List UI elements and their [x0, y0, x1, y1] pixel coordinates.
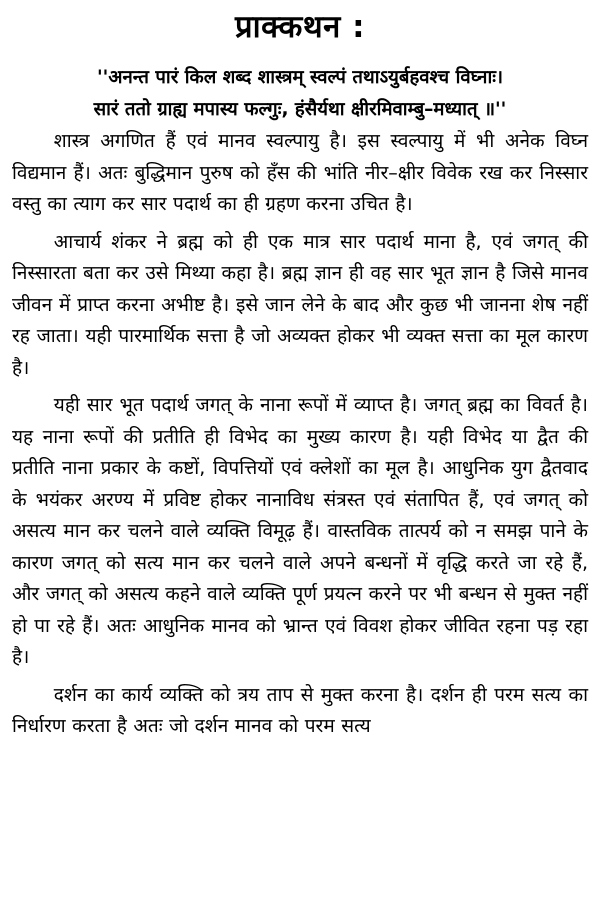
verse-line-1: ''अनन्त पारं किल शब्द शास्त्रम् स्वल्पं तथाऽयुर्बहवश्च विघ्नाः। [97, 67, 503, 88]
page-title: प्राक्कथन : [234, 9, 366, 45]
paragraph-4: दर्शन का कार्य व्यक्ति को त्रय ताप से मुक्त करना है। दर्शन ही परम सत्य का निर्धारण करता है अतः जो दर्शन मानव को परम सत्य [12, 683, 588, 737]
verse-line-2: सारं ततो ग्राह्य मपास्य फल्गुः, हंसैर्यथा क्षीरमिवाम्बु–मध्यात् ॥'' [93, 99, 507, 120]
paragraph-2: आचार्य शंकर ने ब्रह्म को ही एक मात्र सार पदार्थ माना है, एवं जगत् की निस्सारता बता कर उसे मिथ्या कहा है। ब्रह्म ज्ञान ही वह सार भूत ज्ञान है जिसे मानव जीवन में प्राप्त करना अभीष्ट है। इसे जान लेने के बाद और कुछ भी जानना शेष नहीं रह जाता। यही पारमार्थिक सत्ता है जो अव्यक्त होकर भी व्यक्त सत्ता का मूल कारण है। [12, 230, 588, 379]
sanskrit-verse [12, 62, 588, 125]
body-text [12, 126, 588, 743]
paragraph-1: शास्त्र अगणित हैं एवं मानव स्वल्पायु है। इस स्वल्पायु में भी अनेक विघ्न विद्यमान हैं। अतः बुद्धिमान पुरुष को हँस की भांति नीर–क्षीर विवेक रख कर निस्सार वस्तु का त्याग कर सार पदार्थ का ही ग्रहण करना उचित है। [12, 130, 588, 215]
paragraph-3: यही सार भूत पदार्थ जगत् के नाना रूपों में व्याप्त है। जगत् ब्रह्म का विवर्त है। यह नाना रूपों की प्रतीति ही विभेद का मुख्य कारण है। यही विभेद या द्वैत की प्रतीति नाना प्रकार के कष्टों, विपत्तियों एवं क्लेशों का मूल है। आधुनिक युग द्वैतवाद के भयंकर अरण्य में प्रविष्ट होकर नानाविध संत्रस्त एवं संतापित हैं, एवं जगत् को असत्य मान कर चलने वाले व्यक्ति विमूढ़ हैं। वास्तविक तात्पर्य को न समझ पाने के कारण जगत् को सत्य मान कर चलने वाले अपने बन्धनों में वृद्धि करते जा रहे हैं, और जगत् को असत्य कहने वाले व्यक्ति पूर्ण प्रयत्न करने पर भी बन्धन से मुक्त नहीं हो पा रहे हैं। अतः आधुनिक मानव को भ्रान्त एवं विवश होकर जीवित रहना पड़ रहा है। [12, 394, 588, 668]
